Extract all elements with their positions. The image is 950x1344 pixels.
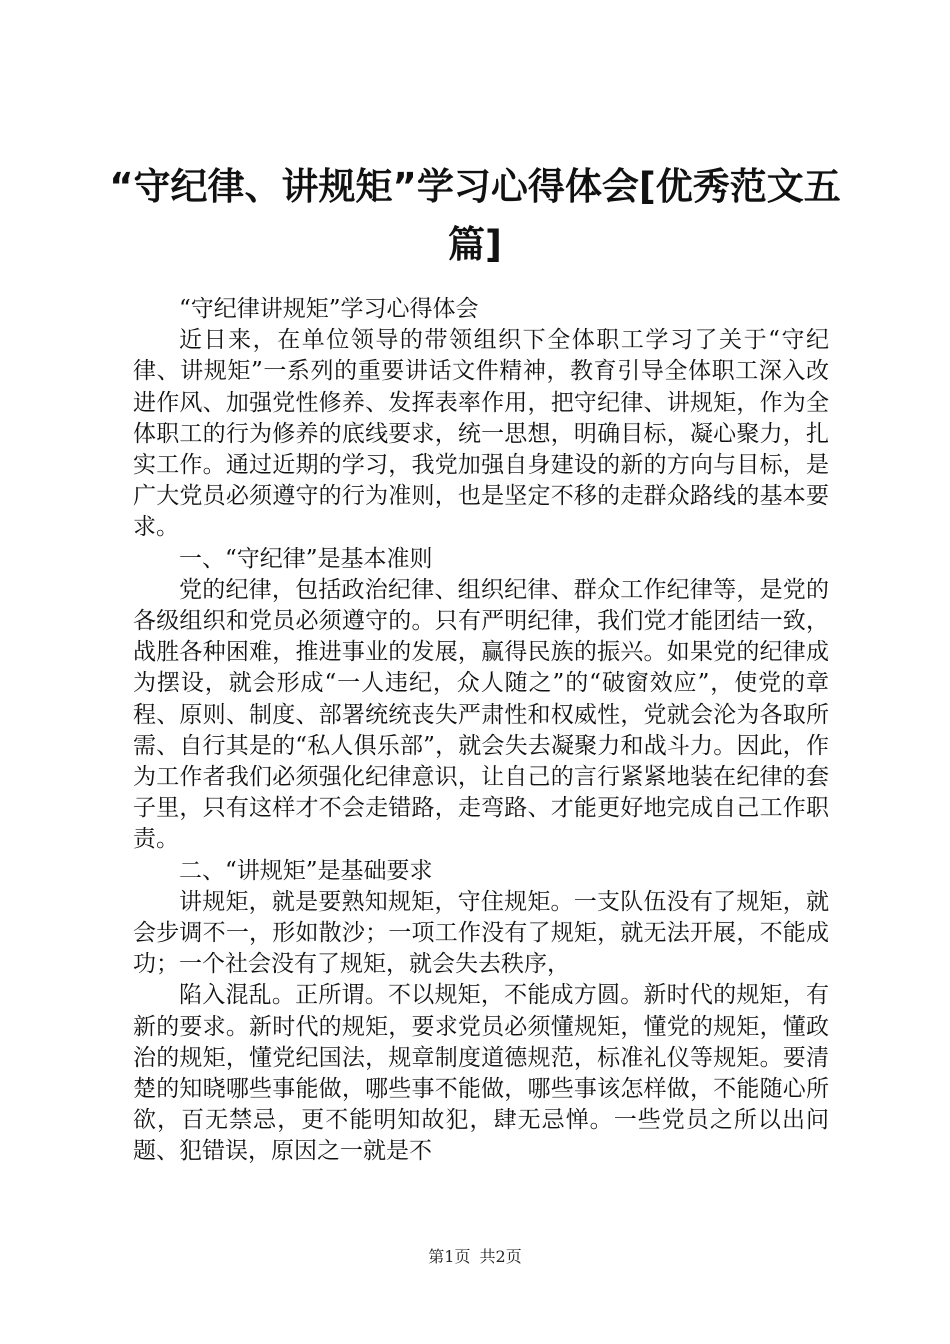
document-body <box>133 294 829 1168</box>
document-title: “守纪律、讲规矩”学习心得体会[优秀范文五篇] <box>109 165 841 266</box>
page-footer <box>0 1244 950 1267</box>
section-heading-1: 一、“守纪律”是基本准则 <box>179 545 433 572</box>
page-total: 共2页 <box>479 1247 522 1266</box>
paragraph-section-2a: 讲规矩，就是要熟知规矩，守住规矩。一支队伍没有了规矩，就会步调不一，形如散沙；一项工作没有了规矩，就无法开展，不能成功；一个社会没有了规矩，就会失去秩序， <box>133 888 829 978</box>
paragraph-section-2b: 陷入混乱。正所谓。不以规矩，不能成方圆。新时代的规矩，有新的要求。新时代的规矩，要求党员必须懂规矩，懂党的规矩，懂政治的规矩，懂党纪国法，规章制度道德规范，标准礼仪等规矩。要清楚的知晓哪些事能做，哪些事不能做，哪些事该怎样做，不能随心所欲，百无禁忌，更不能明知故犯，肆无忌惮。一些党员之所以出问题、犯错误，原因之一就是不 <box>133 982 829 1165</box>
paragraph-subtitle: “守纪律讲规矩”学习心得体会 <box>179 296 479 322</box>
page-number: 第1页 <box>428 1247 471 1266</box>
paragraph-section-1: 党的纪律，包括政治纪律、组织纪律、群众工作纪律等，是党的各级组织和党员必须遵守的。只有严明纪律，我们党才能团结一致，战胜各种困难，推进事业的发展，赢得民族的振兴。如果党的纪律成为摆设，就会形成“一人违纪，众人随之”的“破窗效应”，使党的章程、原则、制度、部署统统丧失严肃性和权威性，党就会沦为各取所需、自行其是的“私人俱乐部”，就会失去凝聚力和战斗力。因此，作为工作者我们必须强化纪律意识，让自己的言行紧紧地装在纪律的套子里，只有这样才不会走错路，走弯路、才能更好地完成自己工作职责。 <box>133 576 829 853</box>
section-heading-2: 二、“讲规矩”是基础要求 <box>179 857 433 884</box>
paragraph-intro: 近日来，在单位领导的带领组织下全体职工学习了关于“守纪律、讲规矩”一系列的重要讲话文件精神，教育引导全体职工深入改进作风、加强党性修养、发挥表率作用，把守纪律、讲规矩，作为全体职工的行为修养的底线要求，统一思想，明确目标，凝心聚力，扎实工作。通过近期的学习，我党加强自身建设的新的方向与目标，是广大党员必须遵守的行为准则，也是坚定不移的走群众路线的基本要求。 <box>133 327 829 541</box>
